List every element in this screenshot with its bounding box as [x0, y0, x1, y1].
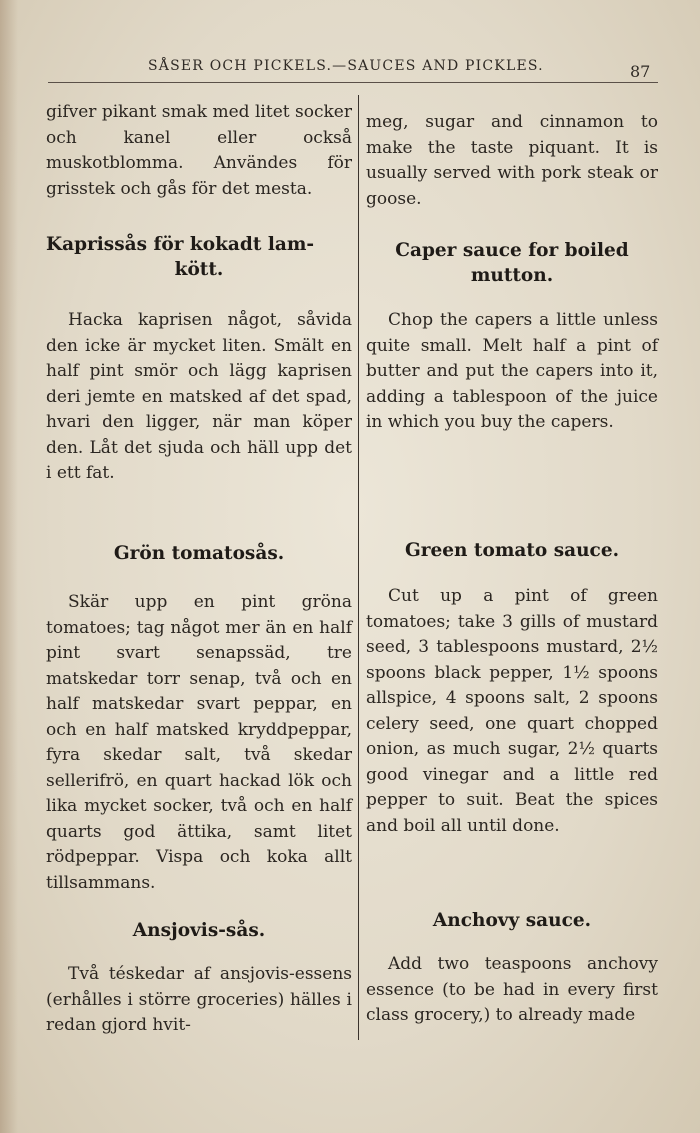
english-heading-caper-sauce	[366, 238, 658, 288]
english-paragraph-caper: Chop the capers a little unless quite small. Melt half a pint of butter and put the capers into it, adding a tablespoon of the juice in which you buy the capers.	[366, 310, 658, 432]
swedish-paragraph-1: gifver pikant smak med litet socker och kanel eller också muskotblomma. Användes för grisstek och gås för det mesta.	[46, 102, 352, 199]
running-head: SÅSER OCH PICKELS.—SAUCES AND PICKLES.	[148, 58, 544, 74]
header-rule	[48, 82, 658, 83]
page-edge-shadow	[0, 0, 18, 1133]
swedish-heading-anchovy: Ansjovis-sås.	[132, 920, 266, 941]
english-heading-anchovy: Anchovy sauce.	[432, 910, 592, 931]
swedish-column	[46, 100, 352, 1035]
column-divider	[358, 95, 359, 1040]
swedish-heading-caper-sauce	[46, 232, 352, 282]
english-heading-green-tomato: Green tomato sauce.	[404, 540, 620, 561]
page-header	[0, 52, 700, 92]
english-paragraph-anchovy: Add two teaspoons anchovy essence (to be had in every first class grocery,) to already made	[366, 954, 658, 1025]
english-paragraph-1: meg, sugar and cinnamon to make the taste piquant. It is usually served with pork steak or goose.	[366, 112, 658, 209]
swedish-heading-caper-line1: Kaprissås för kokadt lam-	[46, 234, 315, 255]
english-heading-caper-line2: mutton.	[470, 265, 554, 286]
swedish-paragraph-anchovy: Två téskedar af ansjovis-essens (erhålles i större groceries) hälles i redan gjord hvit-	[46, 964, 352, 1035]
english-heading-caper-line1: Caper sauce for boiled	[395, 240, 629, 261]
english-paragraph-green-tomato: Cut up a pint of green tomatoes; take 3 gills of mustard seed, 3 tablespoons mustard, 2½ spoons black pepper, 1½ spoons allspice, 4 spoons salt, 2 spoons celery seed, one quart chopped onion, as much sugar, 2½ quarts good vinegar and a little red pepper to suit. Beat the spices and boil all until done.	[366, 586, 658, 836]
swedish-paragraph-green-tomato: Skär upp en pint gröna tomatoes; tag något mer än en half pint svart senapssäd, tre matskedar torr senap, två och en half matskedar svart peppar, en och en half matsked kryddpeppar, fyra skedar salt, två skedar sellerifrö, en quart hackad lök och lika mycket socker, två och en half quarts god ättika, samt litet rödpeppar. Vispa och koka allt tillsammans.	[46, 592, 352, 893]
swedish-paragraph-caper: Hacka kaprisen något, såvida den icke är mycket liten. Smält en half pint smör och lägg kaprisen deri jemte en matsked af det spad, hvari den ligger, när man köper den. Låt det sjuda och häll upp det i ett fat.	[46, 310, 352, 483]
swedish-heading-caper-line2: kött.	[174, 259, 224, 280]
swedish-heading-green-tomato: Grön tomatosås.	[113, 543, 285, 564]
page-number: 87	[630, 62, 651, 81]
